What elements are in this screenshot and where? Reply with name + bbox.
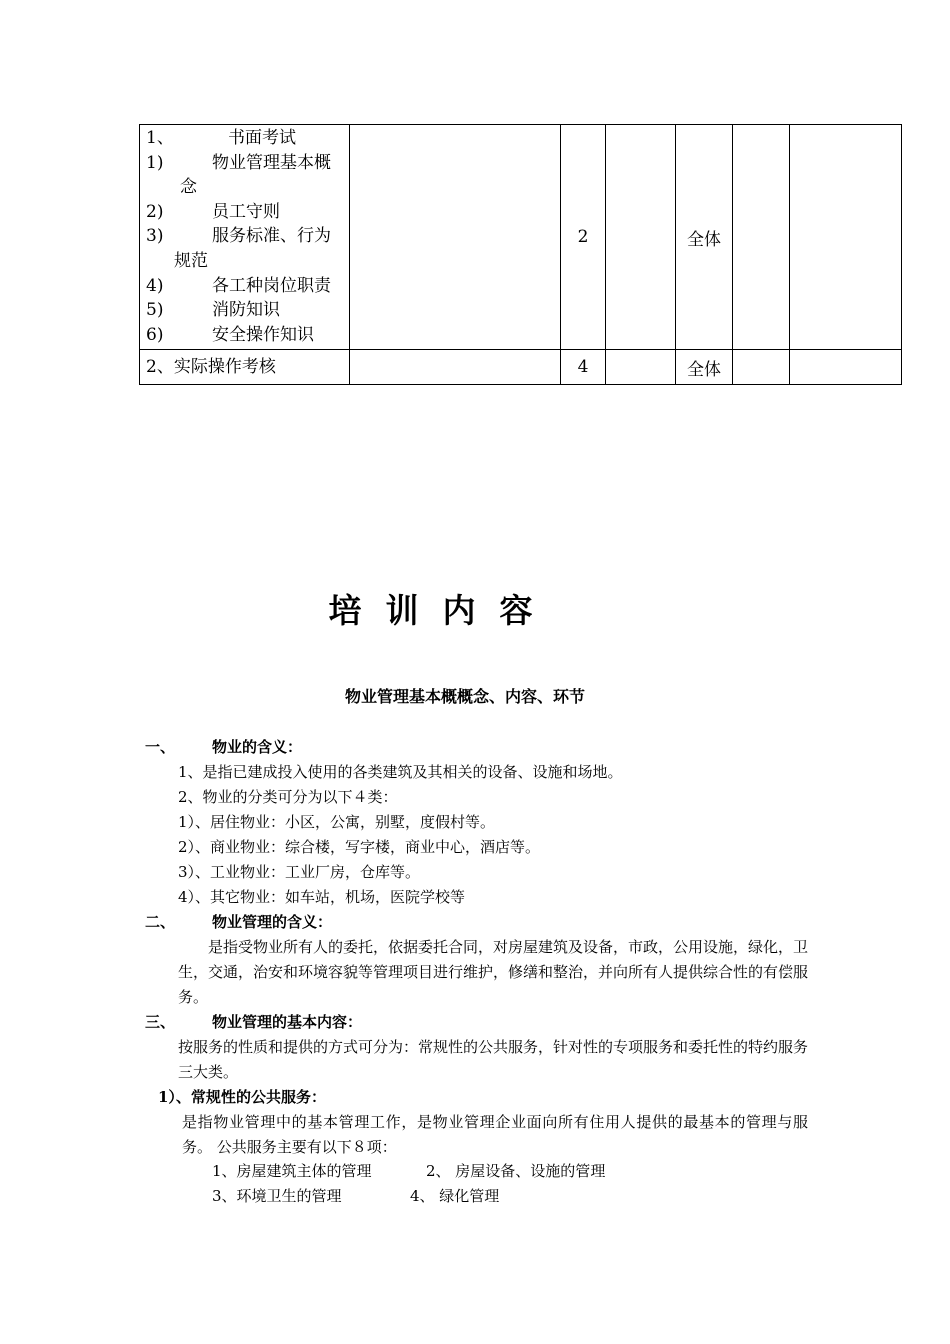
list-item: 1) 物业管理基本概 — [146, 152, 331, 173]
paragraph: 是指物业管理中的基本管理工作，是物业管理企业面向所有住用人提供的最基本的管理与服务。 公共服务主要有以下８项： — [182, 1113, 808, 1156]
list-item: 4、 绿化管理 — [410, 1187, 500, 1205]
paragraph-line: 3）、工业物业：工业厂房，仓库等。 — [178, 863, 421, 881]
paragraph: 是指受物业所有人的委托，依据委托合同，对房屋建筑及设备，市政，公用设施，绿化，卫生，交通，治安和环境容貌等管理项目进行维护，修缮和整治，并向所有人提供综合性的有偿服务。 — [178, 938, 809, 1006]
audience-cell: 全体 — [676, 125, 733, 350]
training-schedule-table — [139, 124, 902, 385]
section-heading: 物业管理的基本内容： — [212, 1013, 363, 1031]
empty-cell — [350, 350, 561, 385]
empty-cell — [606, 350, 676, 385]
list-item: 1、 书面考试 — [146, 128, 296, 148]
paragraph-line: 4）、其它物业：如车站，机场，医院学校等 — [178, 888, 466, 906]
paragraph-line: 1）、居住物业：小区，公寓，别墅，度假村等。 — [178, 813, 496, 831]
list-item: 3、环境卫生的管理 — [212, 1187, 342, 1205]
list-item: 2、 房屋设备、设施的管理 — [426, 1162, 606, 1180]
list-item: 3) 服务标准、行为 — [146, 226, 331, 247]
section-number: 二、 — [145, 913, 176, 931]
item-cell: 2、实际操作考核 — [140, 350, 350, 385]
section-heading: 物业管理的含义： — [212, 913, 333, 931]
empty-cell — [350, 125, 561, 350]
audience-cell: 全体 — [676, 350, 733, 385]
section-number: 三、 — [145, 1013, 176, 1031]
page-title: 培训内容 — [328, 591, 557, 630]
table-row — [140, 125, 902, 350]
list-item-continuation: 规范 — [174, 250, 208, 271]
hours-cell: 4 — [561, 350, 606, 385]
list-item: 6) 安全操作知识 — [146, 324, 314, 345]
empty-cell — [790, 125, 902, 350]
empty-cell — [733, 125, 790, 350]
section-number: 一、 — [145, 738, 176, 756]
list-item: 5) 消防知识 — [146, 300, 280, 321]
empty-cell — [790, 350, 902, 385]
paragraph: 按服务的性质和提供的方式可分为：常规性的公共服务，针对性的专项服务和委托性的特约服务三大类。 — [178, 1038, 809, 1081]
hours-cell: 2 — [561, 125, 606, 350]
table-row — [140, 350, 902, 385]
paragraph-line: 2）、商业物业：综合楼，写字楼，商业中心，酒店等。 — [178, 838, 541, 856]
empty-cell — [606, 125, 676, 350]
list-item-continuation: 念 — [180, 177, 197, 198]
list-item: 4) 各工种岗位职责 — [146, 275, 331, 296]
list-item: 1、房屋建筑主体的管理 — [212, 1162, 372, 1180]
section-subtitle: 物业管理基本概概念、内容、环节 — [344, 687, 585, 706]
subsection-heading: 1）、常规性的公共服务： — [158, 1088, 326, 1106]
paragraph-line: 1、是指已建成投入使用的各类建筑及其相关的设备、设施和场地。 — [178, 763, 623, 781]
empty-cell — [733, 350, 790, 385]
paragraph-line: 2、物业的分类可分为以下４类： — [178, 788, 398, 806]
item-cell — [140, 125, 350, 350]
list-item: 2) 员工守则 — [146, 201, 280, 222]
section-heading: 物业的含义： — [212, 738, 303, 756]
